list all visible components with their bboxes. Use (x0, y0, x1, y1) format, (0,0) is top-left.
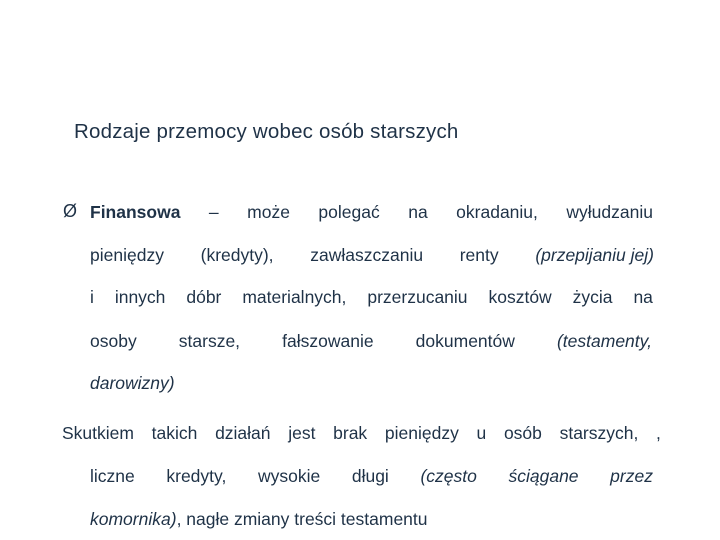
word: dokumentów (415, 331, 515, 351)
word: pieniędzy (384, 423, 459, 443)
word: i (90, 287, 94, 307)
word: osób (503, 423, 542, 443)
arrow-bullet-icon: Ø (63, 201, 78, 221)
italic-word: (testamenty, (556, 331, 652, 351)
word: materialnych, (242, 287, 347, 307)
word: życia (572, 287, 613, 307)
word: takich (151, 423, 198, 443)
word: na (408, 202, 428, 222)
italic-phrase: (przepijaniu jej) (535, 245, 654, 265)
word: długi (351, 466, 389, 486)
word: wysokie (257, 466, 321, 486)
word: jest (288, 423, 316, 443)
para1-line4 (90, 331, 652, 352)
para2-line2 (90, 466, 653, 487)
word: osoby (90, 331, 137, 351)
word: kosztów (488, 287, 552, 307)
word: zawłaszczaniu (310, 245, 424, 265)
word: okradaniu, (456, 202, 538, 222)
word: kredyty, (166, 466, 227, 486)
word: u (476, 423, 487, 443)
para2-line1 (62, 423, 661, 444)
word: może (247, 202, 290, 222)
italic-word: ściągane (508, 466, 579, 486)
word: , (656, 423, 661, 443)
word: liczne (90, 466, 135, 486)
para1-line5 (90, 373, 175, 394)
word: (kredyty), (200, 245, 274, 265)
para1-line2 (90, 245, 654, 266)
word: fałszowanie (282, 331, 374, 351)
word: wyłudzaniu (566, 202, 653, 222)
italic-word: komornika) (90, 509, 177, 529)
dash: – (208, 202, 219, 222)
para2-line3 (90, 509, 428, 530)
italic-word: darowizny) (90, 373, 175, 393)
word: brak (333, 423, 368, 443)
word: działań (215, 423, 271, 443)
term-finansowa: Finansowa (90, 202, 181, 222)
word: dóbr (186, 287, 222, 307)
slide-title: Rodzaje przemocy wobec osób starszych (74, 120, 459, 143)
sentence-end: , nagłe zmiany treści testamentu (176, 509, 428, 529)
italic-word: przez (610, 466, 653, 486)
word: starszych, (559, 423, 639, 443)
word: pieniędzy (90, 245, 164, 265)
word: na (633, 287, 653, 307)
word: przerzucaniu (367, 287, 468, 307)
word: renty (459, 245, 499, 265)
word: polegać (318, 202, 380, 222)
para1-line1 (90, 202, 653, 223)
word: Skutkiem (62, 423, 134, 443)
italic-word: (często (420, 466, 477, 486)
word: innych (114, 287, 166, 307)
para1-line3 (90, 287, 653, 308)
word: starsze, (178, 331, 241, 351)
